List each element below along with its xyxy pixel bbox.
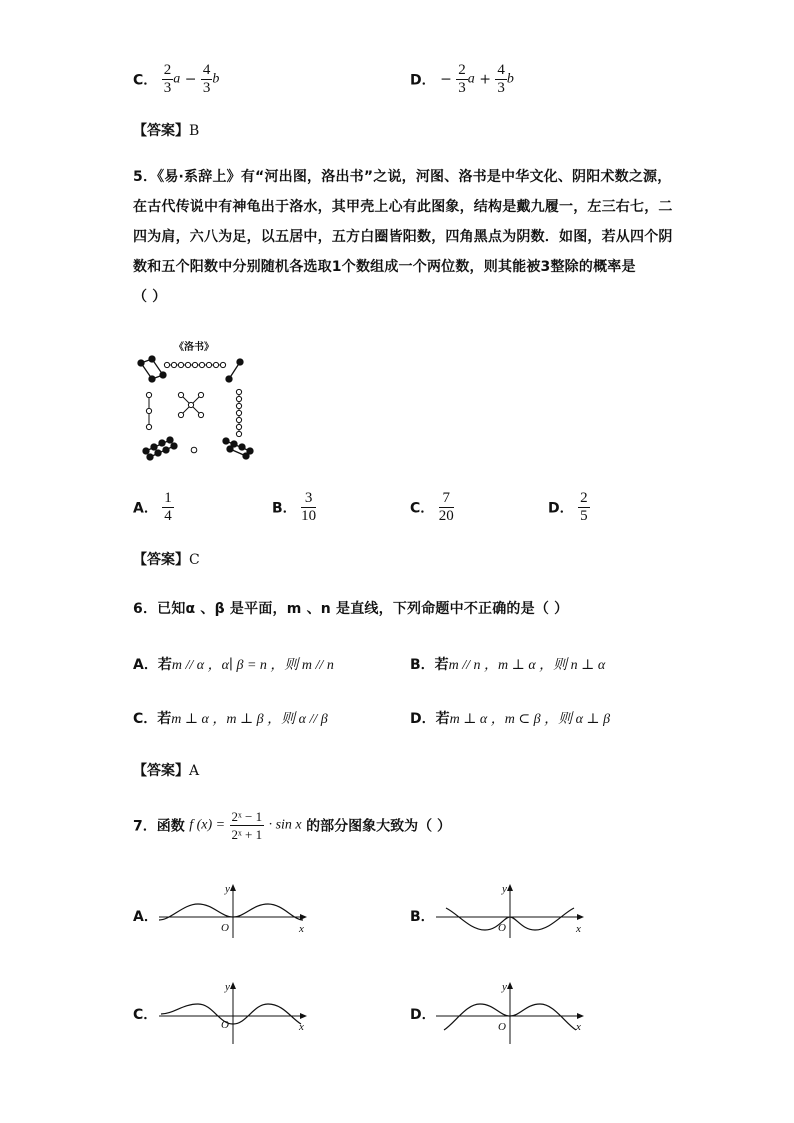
right-white-7 [236,389,241,436]
top-white-9 [164,362,225,367]
q4-option-d[interactable]: D． − $\frac{2}{3}$ a + $\frac{4}{3}$ b [410,62,514,96]
svg-text:y: y [502,883,507,895]
q7-function-fraction: $\frac{\text{2ˣ − 1}}{\text{2ˣ + 1}}$ [231,809,263,842]
top-right-black-2 [226,359,243,382]
q4-option-d-frac1: $\frac{2}{3}$ [458,62,466,96]
q5-answer: 【答案】C [133,552,200,568]
left-white-3 [146,392,151,429]
q4-option-d-label: D． [410,72,436,89]
q7-option-b[interactable]: B． y x O [410,880,590,940]
q7-option-d[interactable]: D． y x O [410,978,590,1048]
q5-option-c[interactable]: C． $\frac{7}{20}$ [410,490,454,524]
q4-answer: 【答案】B [133,123,200,139]
q6-option-b[interactable]: B．若m // n ，m ⊥ α ，则 n ⊥ α [410,657,606,673]
q6-option-a[interactable]: A．若m // α ，α∣ β = n ，则 m // n [133,657,334,673]
luoshu-title: 《洛书》 [174,342,214,353]
svg-text:y: y [502,981,507,993]
svg-text:x: x [299,1021,304,1033]
q4-option-c-label: C． [133,72,158,89]
q6-option-c[interactable]: C．若m ⊥ α ，m ⊥ β ，则 α // β [133,711,328,727]
top-left-black-4 [138,356,166,382]
q5-option-b[interactable]: B． $\frac{3}{10}$ [272,490,317,524]
svg-text:O: O [221,1019,229,1031]
q7-graph-a [153,880,313,940]
svg-text:x: x [299,923,304,935]
svg-text:x: x [576,923,581,935]
q5-option-d[interactable]: D． $\frac{2}{5}$ [548,490,588,524]
bottom-white-1 [191,447,197,453]
q6-stem: 6．已知α 、β 是平面，m 、n 是直线，下列命题中不正确的是（ ） [133,601,569,617]
q4-option-d-frac2: $\frac{4}{3}$ [497,62,505,96]
svg-text:y: y [225,883,230,895]
q5-option-a[interactable]: A． $\frac{1}{4}$ [133,490,172,524]
svg-text:O: O [498,922,506,934]
q7-stem: 7．函数 f (x) = $\frac{\text{2ˣ − 1}}{\text{2ˣ + 1}}$ · sin x 的部分图象大致为（ ） [133,809,451,842]
q5-stem: 5．《易·系辞上》有“河出图，洛出书”之说，河图、洛书是中华文化、阴阳术数之源， 在古代传说中有神龟出于洛水，其甲壳上心有此图象，结构是戴九履一，左三右七，二 四为肩，六八为足，以五居中，五方白圈皆阳数，四角黑点为阴数．如图，若从四个阴 数和五个阳数中分别随机各选取1个数组成一个两位数，则其能被3整除的概率是 （ ） [133,169,673,305]
q6-option-d[interactable]: D．若m ⊥ α ，m ⊂ β ，则 α ⊥ β [410,711,611,727]
luoshu-figure [132,335,257,465]
svg-text:x: x [576,1021,581,1033]
svg-text:O: O [221,922,229,934]
svg-text:O: O [498,1021,506,1033]
q7-graph-c [153,978,313,1048]
q7-graph-b [430,880,590,940]
center-white-5 [178,392,203,417]
bottom-left-black-8 [143,437,177,460]
q7-option-a[interactable]: A． y x O [133,880,313,940]
q7-graph-d [430,978,590,1048]
q4-option-c-frac1: $\frac{2}{3}$ [163,62,172,96]
q7-option-c[interactable]: C． y x O [133,978,313,1048]
q4-option-c-frac2: $\frac{4}{3}$ [202,62,211,96]
q6-answer: 【答案】A [133,763,200,779]
q4-option-c[interactable]: C． $\frac{2}{3}$ a − $\frac{4}{3}$ b [133,62,220,96]
bottom-right-black-6 [223,438,253,459]
svg-text:y: y [225,981,230,993]
